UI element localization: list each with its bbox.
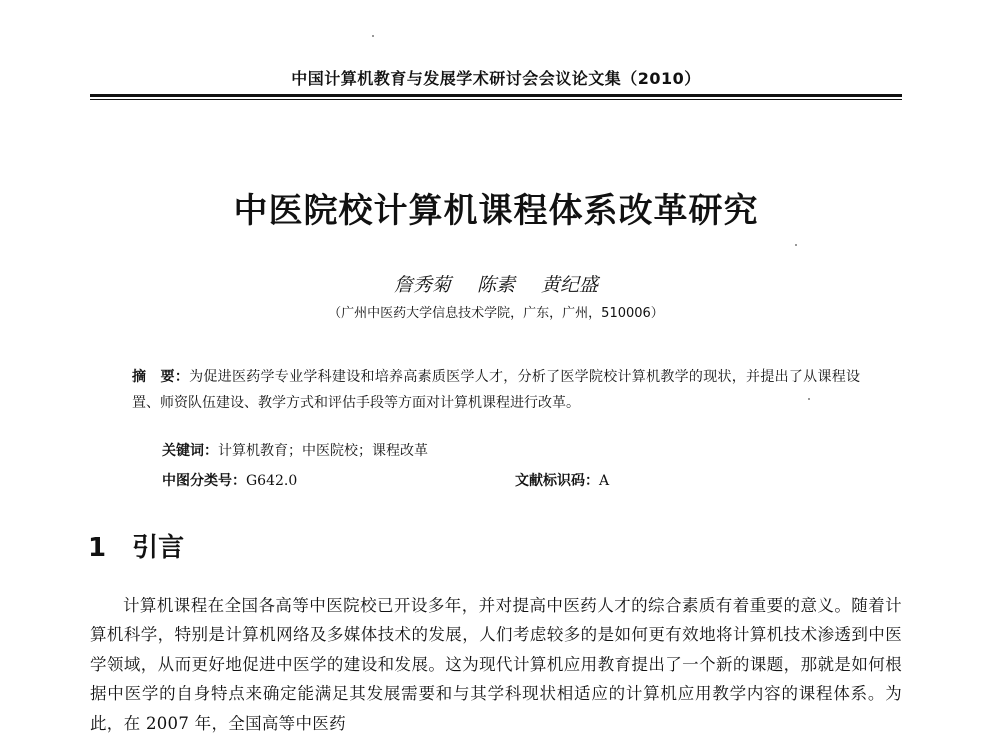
keywords-label: 关键词：: [162, 443, 218, 459]
keywords: [162, 440, 428, 460]
abstract-label: 摘 要：: [132, 369, 190, 385]
scan-speck: [372, 35, 374, 37]
header-rule-thick: [90, 94, 902, 97]
classification-value: G642.0: [246, 473, 298, 489]
scan-speck: [795, 244, 797, 246]
paper-title: 中医院校计算机课程体系改革研究: [233, 191, 759, 231]
classification-number: [162, 470, 297, 490]
body-paragraph: 计算机课程在全国各高等中医院校已开设多年，并对提高中医药人才的综合素质有着重要的意义。随着计算机科学，特别是计算机网络及多媒体技术的发展，人们考虑较多的是如何更有效地将计算机技术渗透到中医学领域，从而更好地促进中医学的建设和发展。这为现代计算机应用教育提出了一个新的课题，那就是如何根据中医学的自身特点来确定能满足其发展需要和与其学科现状相适应的计算机应用教学内容的课程体系。为此，在 2007 年，全国高等中医药: [90, 596, 902, 733]
author-name: 黄纪盛: [541, 274, 599, 296]
header-rule-thin: [90, 99, 902, 100]
classification-label: 中图分类号：: [162, 473, 246, 489]
scan-speck: [808, 398, 810, 400]
keywords-text: 计算机教育；中医院校；课程改革: [218, 443, 428, 459]
running-header: 中国计算机教育与发展学术研讨会会议论文集（2010）: [291, 69, 701, 88]
author-list: [90, 270, 902, 297]
section-heading: [88, 527, 184, 564]
author-name: 陈素: [476, 274, 515, 296]
author-affiliation: （广州中医药大学信息技术学院，广东，广州，510006）: [328, 306, 664, 321]
section-title: 引言: [132, 533, 185, 563]
document-code: [515, 470, 609, 490]
section-number: 1: [88, 533, 107, 563]
document-code-value: A: [599, 473, 610, 489]
abstract-text: 为促进医药学专业学科建设和培养高素质医学人才，分析了医学院校计算机教学的现状，并提出了从课程设置、师资队伍建设、教学方式和评估手段等方面对计算机课程进行改革。: [132, 369, 861, 411]
document-code-label: 文献标识码：: [515, 473, 599, 489]
abstract: [132, 364, 860, 416]
author-name: 詹秀菊: [393, 274, 451, 296]
